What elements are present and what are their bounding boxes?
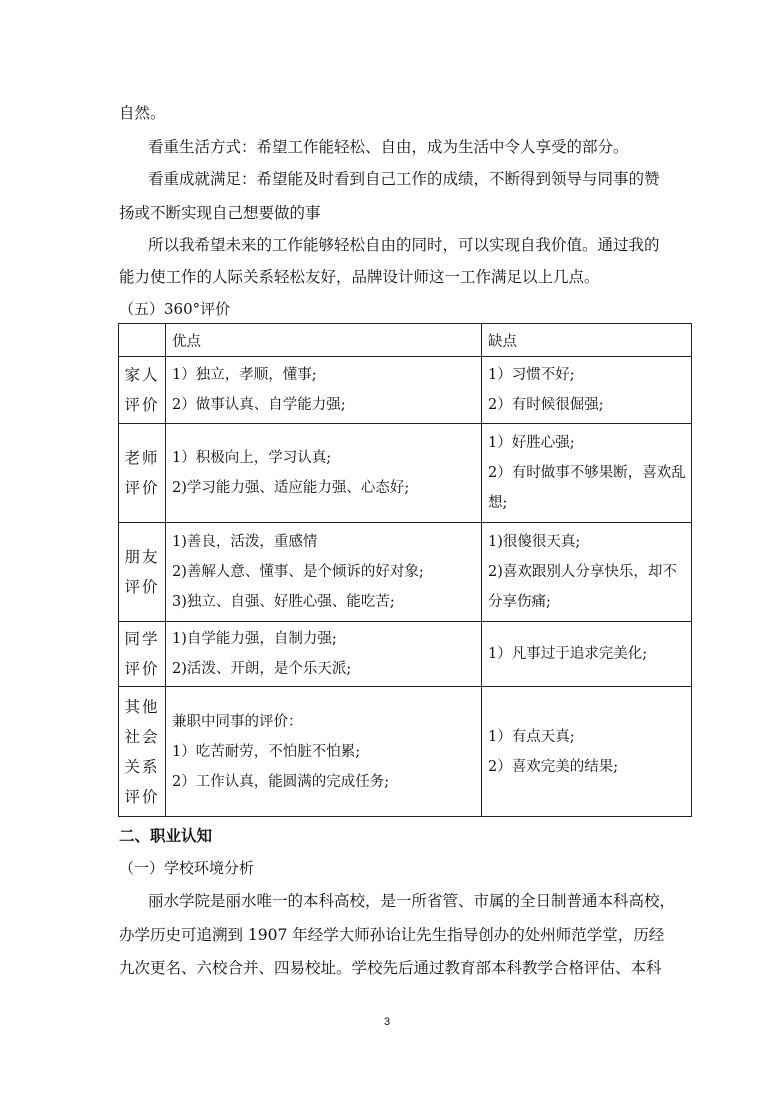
table-row <box>119 687 692 817</box>
row-label: 老师 评价 <box>119 424 166 523</box>
paragraph-line: 办学历史可追溯到 1907 年经学大师孙诒让先生指导创办的处州师范学堂，历经 <box>119 926 665 944</box>
table-row <box>119 622 692 687</box>
pros-cell: 1)善良，活泼，重感情 2)善解人意、懂事、是个倾诉的好对象; 3)独立、自强、好胜心强、能吃苦; <box>166 523 482 622</box>
paragraph-line: 看重生活方式：希望工作能轻松、自由，成为生活中令人享受的部分。 <box>148 138 629 156</box>
table-row <box>119 424 692 523</box>
cons-cell: 1)很傻很天真; 2)喜欢跟别人分享快乐，却不分享伤痛; <box>482 523 692 622</box>
chapter-title: 二、职业认知 <box>119 827 213 845</box>
section-title: （一）学校环境分析 <box>119 859 255 877</box>
row-label: 朋友 评价 <box>119 523 166 622</box>
paragraph-line: 丽水学院是丽水唯一的本科高校，是一所省管、市属的全日制普通本科高校， <box>148 892 676 910</box>
table-header-cell: 缺点 <box>482 324 692 357</box>
paragraph-line: 九次更名、六校合并、四易校址。学校先后通过教育部本科教学合格评估、本科 <box>119 959 662 977</box>
table-header-cell <box>119 324 166 357</box>
evaluation-table <box>118 323 692 817</box>
row-label: 同学 评价 <box>119 622 166 687</box>
pros-cell: 1)自学能力强，自制力强; 2)活泼、开朗，是个乐天派; <box>166 622 482 687</box>
table-row <box>119 523 692 622</box>
cons-cell: 1）有点天真; 2）喜欢完美的结果; <box>482 687 692 817</box>
paragraph-line: 能力使工作的人际关系轻松友好，品牌设计师这一工作满足以上几点。 <box>119 268 600 286</box>
table-header-row <box>119 324 692 357</box>
paragraph-line: 看重成就满足：希望能及时看到自己工作的成绩，不断得到领导与同事的赞 <box>148 170 660 188</box>
cons-cell: 1）凡事过于追求完美化; <box>482 622 692 687</box>
page-number: 3 <box>383 1016 391 1028</box>
pros-cell: 兼职中同事的评价： 1）吃苦耐劳，不怕脏不怕累; 2）工作认真，能圆满的完成任务; <box>166 687 482 817</box>
pros-cell: 1）积极向上，学习认真; 2)学习能力强、适应能力强、心态好; <box>166 424 482 523</box>
row-label: 家人 评价 <box>119 357 166 424</box>
table-row <box>119 357 692 424</box>
paragraph-line: 扬或不断实现自己想要做的事 <box>119 204 321 222</box>
cons-cell: 1）习惯不好; 2）有时候很倔强; <box>482 357 692 424</box>
paragraph-line: 所以我希望未来的工作能够轻松自由的同时，可以实现自我价值。通过我的 <box>148 236 660 254</box>
table-header-cell: 优点 <box>166 324 482 357</box>
row-label: 其他 社会 关系 评价 <box>119 687 166 817</box>
paragraph-line: 自然。 <box>119 104 166 122</box>
cons-cell: 1）好胜心强; 2）有时做事不够果断，喜欢乱想; <box>482 424 692 523</box>
section-title: （五）360°评价 <box>119 300 231 318</box>
pros-cell: 1）独立，孝顺，懂事; 2）做事认真、自学能力强; <box>166 357 482 424</box>
